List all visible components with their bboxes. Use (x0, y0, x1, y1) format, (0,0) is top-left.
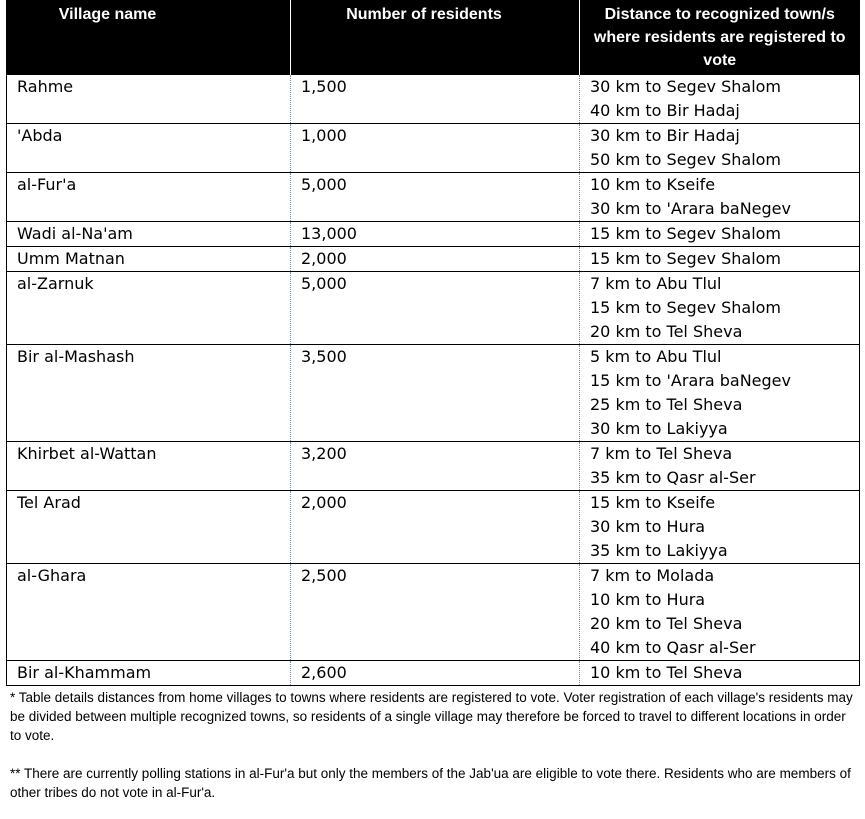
distance-entry: 40 km to Qasr al-Ser (590, 638, 756, 657)
header-row (7, 0, 860, 75)
table-row (7, 247, 860, 272)
distance-entry: 25 km to Tel Sheva (590, 395, 743, 414)
distance-entry: 35 km to Lakiyya (590, 541, 728, 560)
residents-cell: 13,000 (291, 222, 580, 247)
village-name-cell: al-Ghara (7, 564, 291, 661)
distance-entry: 7 km to Molada (590, 566, 715, 585)
table-row (7, 75, 860, 124)
village-name-cell: al-Fur'a (7, 173, 291, 222)
distances-cell (580, 124, 860, 173)
header-distance: Distance to recognized town/s where residents are registered to vote (580, 0, 860, 75)
table-body (7, 75, 860, 686)
distances-cell (580, 564, 860, 661)
table-row (7, 442, 860, 491)
village-name-cell: Umm Matnan (7, 247, 291, 272)
village-name-cell: Tel Arad (7, 491, 291, 564)
distances-cell (580, 222, 860, 247)
distance-entry: 7 km to Abu Tlul (590, 274, 722, 293)
distances-cell (580, 661, 860, 686)
distance-entry: 15 km to 'Arara baNegev (590, 371, 791, 390)
table-row (7, 345, 860, 442)
distance-entry: 10 km to Tel Sheva (590, 663, 743, 682)
distance-entry: 30 km to Bir Hadaj (590, 126, 740, 145)
village-name-cell: Rahme (7, 75, 291, 124)
distance-entry: 7 km to Tel Sheva (590, 444, 733, 463)
header-village-name: Village name (7, 0, 291, 75)
distance-entry: 30 km to 'Arara baNegev (590, 199, 791, 218)
table-row (7, 173, 860, 222)
distances-cell (580, 247, 860, 272)
residents-cell: 1,000 (291, 124, 580, 173)
distance-entry: 30 km to Lakiyya (590, 419, 728, 438)
table-row (7, 222, 860, 247)
distance-entry: 20 km to Tel Sheva (590, 322, 743, 341)
table-row (7, 124, 860, 173)
table-header (7, 0, 860, 75)
table-row (7, 491, 860, 564)
footnotes (6, 688, 859, 802)
distance-entry: 15 km to Segev Shalom (590, 224, 782, 243)
distances-cell (580, 345, 860, 442)
village-name-cell: Khirbet al-Wattan (7, 442, 291, 491)
document (6, 0, 859, 802)
distance-entry: 20 km to Tel Sheva (590, 614, 743, 633)
distances-cell (580, 173, 860, 222)
residents-cell: 1,500 (291, 75, 580, 124)
residents-cell: 3,500 (291, 345, 580, 442)
residents-cell: 3,200 (291, 442, 580, 491)
village-name-cell: al-Zarnuk (7, 272, 291, 345)
distance-entry: 15 km to Segev Shalom (590, 298, 782, 317)
table-row (7, 272, 860, 345)
village-name-cell: 'Abda (7, 124, 291, 173)
residents-cell: 2,600 (291, 661, 580, 686)
residents-cell: 2,500 (291, 564, 580, 661)
distance-entry: 10 km to Hura (590, 590, 706, 609)
distance-entry: 35 km to Qasr al-Ser (590, 468, 756, 487)
distance-entry: 15 km to Segev Shalom (590, 249, 782, 268)
distance-entry: 10 km to Kseife (590, 175, 716, 194)
table-row (7, 564, 860, 661)
distance-entry: 15 km to Kseife (590, 493, 716, 512)
residents-cell: 2,000 (291, 491, 580, 564)
footnote-2: ** There are currently polling stations in al-Fur'a but only the members of the Jab'ua are eligible to vote there. Residents who are members of other tribes do not vote in al-Fur'a. (10, 766, 851, 800)
residents-cell: 5,000 (291, 272, 580, 345)
village-name-cell: Wadi al-Na'am (7, 222, 291, 247)
header-number-of-residents: Number of residents (291, 0, 580, 75)
distances-cell (580, 75, 860, 124)
distance-entry: 30 km to Segev Shalom (590, 77, 782, 96)
villages-table (6, 0, 860, 686)
distances-cell (580, 442, 860, 491)
residents-cell: 2,000 (291, 247, 580, 272)
table-row (7, 661, 860, 686)
village-name-cell: Bir al-Khammam (7, 661, 291, 686)
residents-cell: 5,000 (291, 173, 580, 222)
footnote-1: * Table details distances from home villages to towns where residents are registered to vote. Voter registration of each village's residents may be divided between multiple recognized towns, so residents of a single village may therefore be forced to travel to different locations in order to vote. (10, 690, 853, 743)
village-name-cell: Bir al-Mashash (7, 345, 291, 442)
distances-cell (580, 272, 860, 345)
distance-entry: 40 km to Bir Hadaj (590, 101, 740, 120)
distance-entry: 5 km to Abu Tlul (590, 347, 722, 366)
distance-entry: 30 km to Hura (590, 517, 706, 536)
distance-entry: 50 km to Segev Shalom (590, 150, 782, 169)
distances-cell (580, 491, 860, 564)
